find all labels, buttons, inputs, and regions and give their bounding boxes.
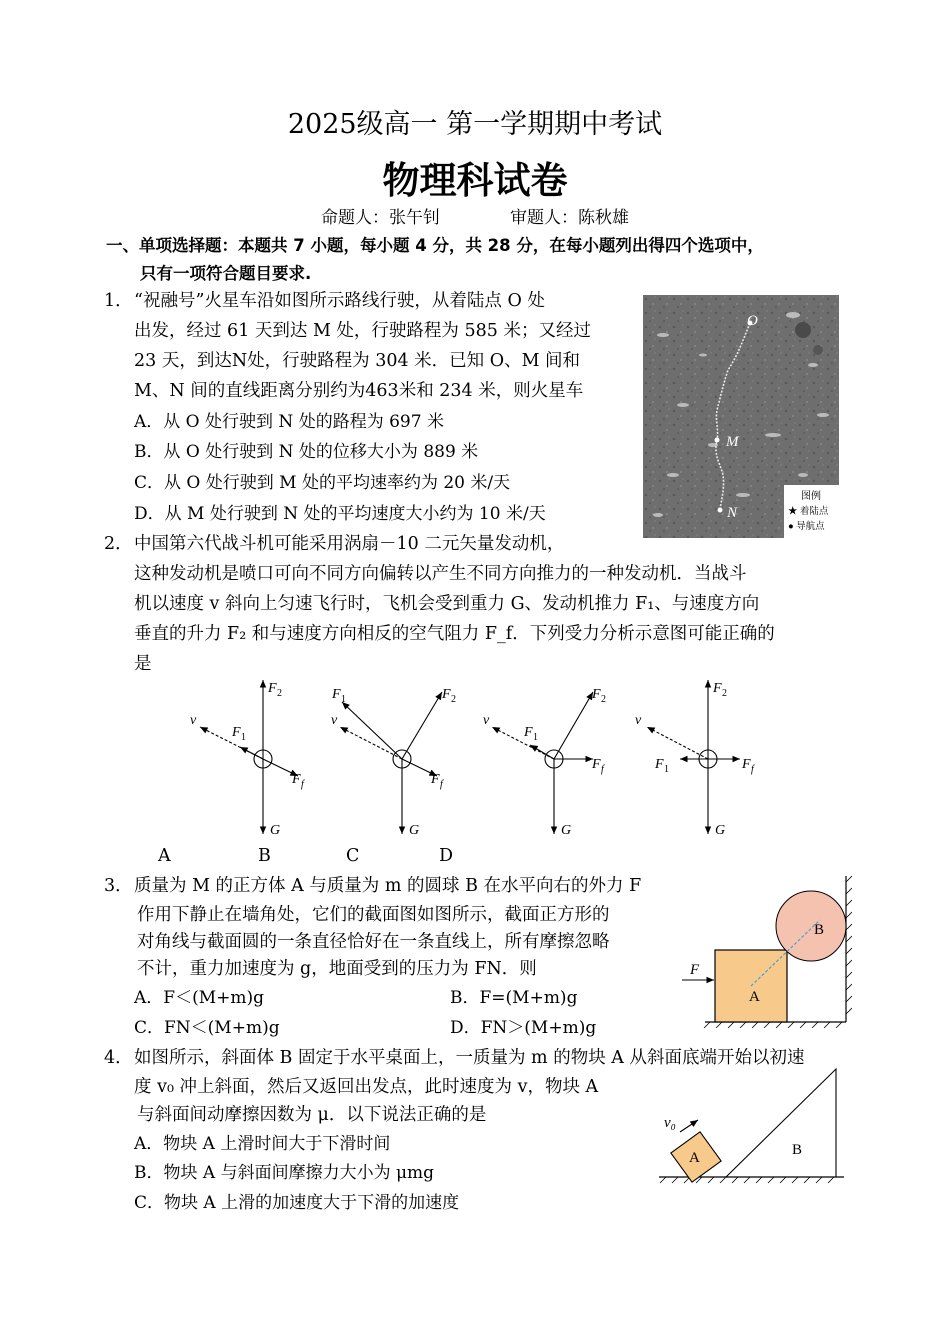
label-f1: F bbox=[332, 687, 341, 702]
label-ff-sub: f bbox=[440, 779, 443, 790]
exam-title: 2025级高一 第一学期期中考试 bbox=[287, 109, 663, 140]
map-label-o: O bbox=[747, 313, 758, 329]
label-block-a: A bbox=[689, 1150, 700, 1166]
q2-line: 垂直的升力 F₂ 和与速度方向相反的空气阻力 F_f．下列受力分析示意图可能正确的 bbox=[134, 624, 775, 644]
label-f2: F bbox=[268, 681, 277, 696]
section-heading-line2: 只有一项符合题目要求. bbox=[140, 264, 312, 283]
label-v0: v₀ bbox=[664, 1115, 676, 1131]
label-ff: F bbox=[742, 757, 751, 772]
choice-label-b: B bbox=[258, 846, 271, 866]
label-v: v bbox=[190, 713, 197, 728]
label-f: F bbox=[690, 962, 700, 978]
wall-corner-figure bbox=[680, 868, 852, 1028]
subject-title: 物理科试卷 bbox=[382, 159, 568, 202]
diagram-a bbox=[200, 680, 298, 834]
q3-line: 作用下静止在墙角处，它们的截面图如图所示，截面正方形的 bbox=[137, 905, 610, 925]
label-f2-sub: 2 bbox=[451, 694, 456, 705]
label-g: G bbox=[561, 823, 572, 838]
label-v: v bbox=[483, 713, 490, 728]
q3-line: 对角线与截面圆的一条直径恰好在一条直线上，所有摩擦忽略 bbox=[137, 932, 610, 952]
q2-line: 是 bbox=[134, 654, 152, 674]
authors-line bbox=[0, 203, 950, 228]
q4-option-a: A．物块 A 上滑时间大于下滑时间 bbox=[134, 1134, 391, 1154]
q4-option-c: C．物块 A 上滑的加速度大于下滑的加速度 bbox=[134, 1193, 460, 1213]
q2-number: 2． bbox=[104, 534, 133, 554]
q3-line: 不计，重力加速度为 g，地面受到的压力为 FN．则 bbox=[137, 959, 537, 979]
label-ff: F bbox=[431, 772, 440, 787]
q2-line: 机以速度 v 斜向上匀速飞行时，飞机会受到重力 G、发动机推力 F₁、与速度方向 bbox=[134, 594, 760, 614]
q3-number: 3． bbox=[104, 876, 133, 896]
label-f2: F bbox=[592, 687, 601, 702]
label-g: G bbox=[715, 823, 726, 838]
label-f1: F bbox=[524, 725, 533, 740]
q3-option-c: C．FN＜(M+m)g bbox=[134, 1018, 280, 1038]
force-diagrams bbox=[180, 672, 780, 844]
q3-option-a: A．F＜(M+m)g bbox=[134, 988, 264, 1008]
map-legend-title: 图例 bbox=[801, 491, 821, 502]
label-f2: F bbox=[713, 681, 722, 696]
q1-option-b: B．从 O 处行驶到 N 处的位移大小为 889 米 bbox=[134, 442, 479, 462]
reviewer: 审题人：陈秋雄 bbox=[510, 208, 629, 228]
choice-label-d: D bbox=[439, 846, 454, 866]
q1-line: M、N 间的直线距离分别约为463米和 234 米，则火星车 bbox=[134, 381, 584, 401]
q4-line: 如图所示，斜面体 B 固定于水平桌面上，一质量为 m 的物块 A 从斜面底端开始以初速 bbox=[134, 1048, 805, 1068]
q4-line: 与斜面间动摩擦因数为 μ．以下说法正确的是 bbox=[137, 1105, 487, 1125]
q1-option-a: A．从 O 处行驶到 N 处的路程为 697 米 bbox=[134, 412, 444, 432]
q1-number: 1． bbox=[104, 291, 133, 311]
q2-line: 中国第六代战斗机可能采用涡扇－10 二元矢量发动机， bbox=[134, 534, 565, 554]
map-legend-nav: ● 导航点 bbox=[788, 522, 825, 532]
q4-number: 4． bbox=[104, 1048, 133, 1068]
label-ff-sub: f bbox=[751, 764, 754, 775]
label-ff: F bbox=[592, 757, 601, 772]
q4-line: 度 v₀ 冲上斜面，然后又返回出发点，此时速度为 v，物块 A bbox=[134, 1077, 599, 1097]
q3-line: 质量为 M 的正方体 A 与质量为 m 的圆球 B 在水平向右的外力 F bbox=[134, 876, 642, 896]
choice-label-a: A bbox=[158, 846, 171, 866]
label-f2-sub: 2 bbox=[722, 688, 727, 699]
label-f1-sub: 1 bbox=[533, 732, 538, 743]
label-v: v bbox=[635, 713, 642, 728]
map-label-n: N bbox=[727, 505, 738, 521]
q4-option-b: B．物块 A 与斜面间摩擦力大小为 μmg bbox=[134, 1163, 435, 1183]
label-ff: F bbox=[292, 772, 301, 787]
mars-route-map bbox=[643, 295, 839, 538]
map-label-m: M bbox=[726, 434, 739, 450]
label-g: G bbox=[270, 823, 281, 838]
author: 命题人：张午钊 bbox=[321, 208, 440, 228]
diagram-c bbox=[492, 692, 593, 834]
label-f1: F bbox=[232, 725, 241, 740]
label-block-a: A bbox=[749, 989, 760, 1005]
section-heading-line1: 一、单项选择题：本题共 7 小题，每小题 4 分，共 28 分，在每小题列出得四个选项中， bbox=[106, 236, 764, 255]
map-legend-landing: ★ 着陆点 bbox=[788, 507, 829, 517]
label-ff-sub: f bbox=[601, 764, 604, 775]
choice-label-c: C bbox=[346, 846, 360, 866]
diagram-b bbox=[340, 692, 442, 834]
label-v: v bbox=[331, 713, 338, 728]
label-incline-b: B bbox=[792, 1142, 803, 1158]
incline-figure bbox=[656, 1065, 846, 1187]
q2-line: 这种发动机是喷口可向不同方向偏转以产生不同方向推力的一种发动机．当战斗 bbox=[134, 564, 747, 584]
label-f1-sub: 1 bbox=[664, 764, 669, 775]
q1-line: “祝融号”火星车沿如图所示路线行驶，从着陆点 O 处 bbox=[134, 291, 545, 311]
label-ff-sub: f bbox=[301, 779, 304, 790]
label-g: G bbox=[409, 823, 420, 838]
label-f1-sub: 1 bbox=[241, 732, 246, 743]
q1-option-c: C．从 O 处行驶到 M 处的平均速率约为 20 米/天 bbox=[134, 473, 511, 493]
label-f1: F bbox=[655, 757, 664, 772]
label-f1-sub: 1 bbox=[341, 694, 346, 705]
label-f2: F bbox=[442, 687, 451, 702]
q1-line: 出发，经过 61 天到达 M 处，行驶路程为 585 米；又经过 bbox=[134, 321, 591, 341]
q3-option-b: B．F=(M+m)g bbox=[450, 988, 578, 1008]
q1-line: 23 天，到达N处，行驶路程为 304 米．已知 O、M 间和 bbox=[134, 351, 581, 371]
q1-option-d: D．从 M 处行驶到 N 处的平均速度大小约为 10 米/天 bbox=[134, 504, 546, 524]
label-f2-sub: 2 bbox=[277, 688, 282, 699]
q3-option-d: D．FN＞(M+m)g bbox=[450, 1018, 597, 1038]
label-f2-sub: 2 bbox=[601, 694, 606, 705]
label-ball-b: B bbox=[814, 922, 825, 938]
